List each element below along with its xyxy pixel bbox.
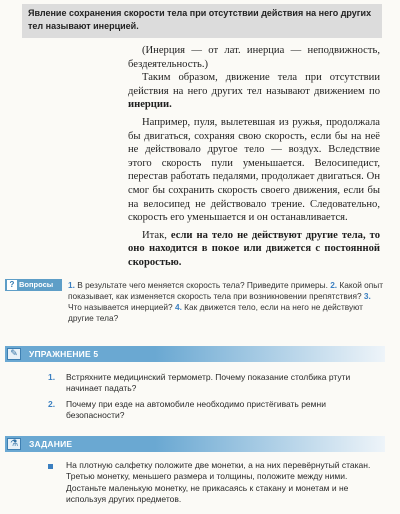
paragraph-conclusion	[128, 229, 380, 270]
task-text: На плотную салфетку положите две монетки, а на них перевёрнутый стакан. Третью монетку, меньшего размера и толщины, положите между ними. Достаньте маленькую монетку, не прикасаясь к стакану и монетам и не используя других предметов.	[66, 460, 371, 505]
question-number: 4.	[174, 302, 182, 312]
exercise-text: Почему при езде на автомобиле необходимо пристёгивать ремни безопасности?	[66, 399, 326, 421]
conclusion-lead: Итак,	[142, 229, 171, 241]
paragraph-examples: Например, пуля, вылетевшая из ружья, продолжала бы двигаться, сохраняя свою скорость, если бы на неё не действовало другое тело — воздух. Вследствие этого скорость пули уменьшается. Велосипедист, перестав работать педалями, продолжает двигаться. Он смог бы сохранить скорость своего движения, если бы на велосипед не действовало трение. Следовательно, скорость его уменьшается и он останавливается.	[128, 116, 380, 224]
exercise-text: Встряхните медицинский термометр. Почему показание столбика ртути начинает падать?	[66, 372, 351, 394]
questions-label-text: Вопросы	[19, 280, 54, 289]
conclusion-law: если на тело не действуют другие тела, то оно находится в покое или движется с постоянной скоростью.	[128, 229, 380, 268]
paragraph-etymology: (Инерция — от лат. инерциа — неподвижность, бездеятельность.)	[128, 45, 380, 70]
questions-label	[5, 279, 62, 291]
question-number: 2.	[330, 280, 338, 290]
task-header	[5, 436, 385, 452]
question-text: Какой опыт показывает, как изменяется скорость тела при возникновении препятствия?	[68, 280, 384, 301]
question-number: 3.	[363, 291, 371, 301]
exercise-header	[5, 346, 385, 362]
question-number: 1.	[68, 280, 75, 290]
main-text	[128, 44, 380, 270]
task-title: ЗАДАНИЕ	[29, 439, 73, 449]
paragraph-inertia-motion	[128, 71, 380, 112]
exercise-title: УПРАЖНЕНИЕ 5	[29, 349, 99, 359]
definition-text: Явление сохранения скорости тела при отсутствии действия на него других тел называют инерцией.	[28, 8, 372, 31]
bullet-icon	[48, 464, 53, 469]
question-icon: ?	[7, 280, 17, 290]
questions-list	[68, 280, 386, 324]
question-text: Что называется инерцией?	[68, 302, 175, 312]
pencil-icon: ✎	[7, 348, 21, 360]
lab-icon: ⚗	[7, 438, 21, 450]
paragraph-inertia-motion-text: Таким образом, движение тела при отсутствии действия на него других тел называют движением по	[128, 72, 380, 97]
question-text: В результате чего меняется скорость тела? Приведите примеры.	[74, 280, 331, 290]
exercise-number: 1.	[48, 372, 56, 382]
exercise-number: 2.	[48, 399, 56, 409]
definition-box	[22, 4, 382, 38]
term-inertia: инерции.	[128, 99, 172, 111]
question-text: Как движется тело, если на него не действуют другие тела?	[68, 302, 363, 323]
